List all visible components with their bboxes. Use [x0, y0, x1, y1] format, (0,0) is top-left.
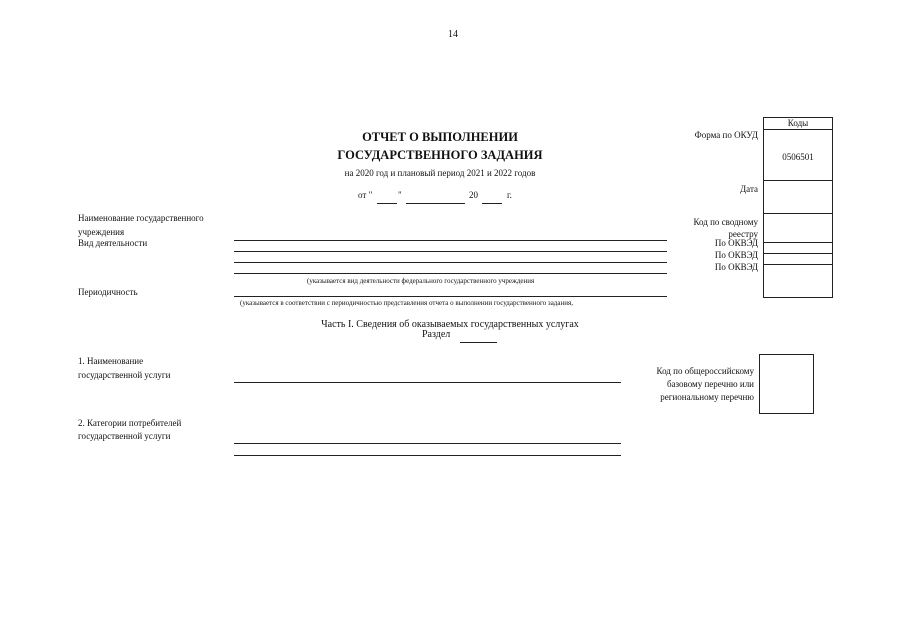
institution-label-2: учреждения [78, 227, 125, 237]
consumers-label-1: 2. Категории потребителей [78, 418, 182, 428]
institution-label-1: Наименование государственного [78, 213, 204, 223]
report-title-line2: ГОСУДАРСТВЕННОГО ЗАДАНИЯ [337, 148, 543, 162]
date-cell-divider [764, 213, 832, 214]
okud-code-value: 0506501 [782, 152, 814, 162]
date-year-suffix: г. [507, 190, 512, 200]
service-name-line [234, 382, 621, 383]
activity-label: Вид деятельности [78, 238, 148, 248]
okved-label-1: По ОКВЭД [714, 238, 758, 248]
periodicity-line [234, 296, 667, 297]
okud-label: Форма по ОКУД [694, 130, 758, 140]
okved1-cell-divider [764, 253, 832, 254]
date-year-line [482, 203, 502, 204]
codes-header: Коды [787, 118, 809, 128]
activity-hint: (указывается вид деятельности федерального государственного учреждения [307, 277, 535, 285]
registry-cell-divider [764, 242, 832, 243]
date-day-line [377, 203, 397, 204]
activity-line-2 [234, 262, 667, 263]
part-title: Часть I. Сведения об оказываемых государственных услугах [321, 319, 579, 330]
service-code-label-2: базовому перечню или [666, 379, 754, 389]
periodicity-hint: (указывается в соответствии с периодичностью представления отчета о выполнении государственного задания, [240, 299, 573, 307]
date-prefix: от " [358, 190, 373, 200]
section-label: Раздел [422, 329, 451, 340]
report-period: на 2020 год и плановый период 2021 и 2022 годов [344, 168, 536, 178]
consumers-label-2: государственной услуги [78, 431, 171, 441]
registry-label-2: реестру [728, 229, 758, 239]
page-number: 14 [448, 29, 458, 40]
registry-label-1: Код по сводному [693, 217, 758, 227]
okud-cell-divider [764, 180, 832, 181]
consumers-line-2 [234, 455, 621, 456]
service-name-label-1: 1. Наименование [78, 356, 144, 366]
service-code-label-1: Код по общероссийскому [656, 366, 754, 376]
date-code-label: Дата [740, 184, 758, 194]
date-year-prefix: 20 [469, 190, 478, 200]
codes-header-divider [764, 129, 832, 130]
service-code-label-3: региональному перечню [660, 392, 754, 402]
service-code-box [759, 354, 814, 414]
section-number-line [460, 342, 497, 343]
okved-label-3: По ОКВЭД [714, 262, 758, 272]
codes-table [763, 117, 833, 298]
institution-line [234, 240, 667, 241]
date-month-line [406, 203, 465, 204]
activity-line-3 [234, 273, 667, 274]
consumers-line-1 [234, 443, 621, 444]
date-quote-close: " [398, 190, 402, 200]
periodicity-label: Периодичность [78, 287, 138, 297]
report-title-line1: ОТЧЕТ О ВЫПОЛНЕНИИ [362, 130, 518, 144]
service-name-label-2: государственной услуги [78, 370, 171, 380]
activity-line-1 [234, 251, 667, 252]
okved-label-2: По ОКВЭД [714, 250, 758, 260]
okved2-cell-divider [764, 264, 832, 265]
